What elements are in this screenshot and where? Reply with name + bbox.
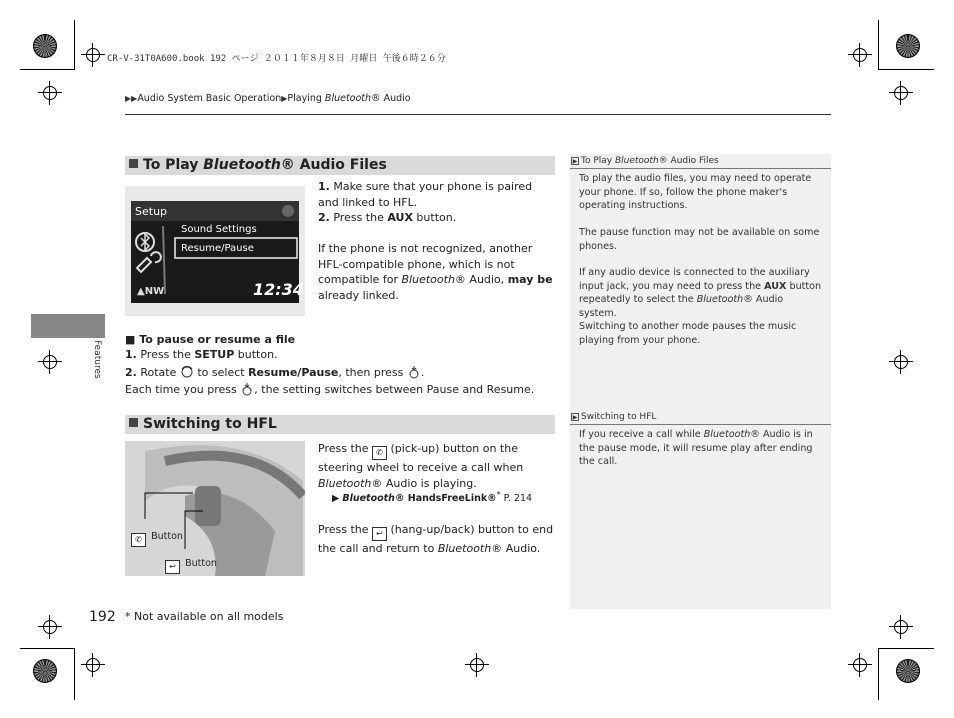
step-text: button. xyxy=(412,211,457,224)
crosshair-mark-icon xyxy=(894,620,908,634)
crosshair-mark-icon xyxy=(470,658,484,672)
heading-text: Switching to HFL xyxy=(143,416,277,432)
crosshair-mark-icon xyxy=(86,48,100,62)
step-2 xyxy=(318,210,554,226)
phone-hangup-icon: ↩ xyxy=(165,560,180,574)
steering-wheel-figure xyxy=(125,441,305,576)
sub-step-2 xyxy=(125,365,424,381)
sub-step-1 xyxy=(125,347,278,363)
pickup-callout xyxy=(131,524,183,547)
sidebar-note-4: Switching to another mode pauses the music playing from your phone. xyxy=(579,321,797,346)
breadcrumb-arrow-icon: ▶ xyxy=(281,94,288,103)
header-rule xyxy=(125,114,831,115)
sub-heading-text: To pause or resume a file xyxy=(139,333,296,346)
cross-reference[interactable] xyxy=(332,487,532,507)
body-text: Press the xyxy=(318,442,372,455)
section-square-icon xyxy=(129,159,138,168)
note-marker-icon: ▶ xyxy=(572,414,578,421)
sidebar-heading-play-bluetooth xyxy=(571,156,719,166)
crosshair-mark-icon xyxy=(86,658,100,672)
crosshair-mark-icon xyxy=(894,355,908,369)
crop-mark xyxy=(878,69,934,70)
interface-dial-press-icon xyxy=(240,382,254,396)
crop-mark xyxy=(878,648,934,649)
footnote: * Not available on all models xyxy=(125,610,284,623)
step-text: , then press xyxy=(338,366,407,379)
step-text: Press the xyxy=(140,348,195,361)
step-text: SETUP xyxy=(194,348,235,361)
crosshair-mark-icon xyxy=(853,658,867,672)
heading-text: To Play xyxy=(143,157,204,173)
step-text: AUX xyxy=(387,211,413,224)
compass-text: NW xyxy=(144,286,165,297)
screen-menu-sound-settings: Sound Settings xyxy=(181,224,257,235)
crosshair-mark-icon xyxy=(43,355,57,369)
sidebar-rule xyxy=(570,424,831,425)
reference-arrow-icon: ▶ xyxy=(332,493,340,505)
chapter-tab[interactable] xyxy=(31,314,105,338)
phone-pickup-icon: ✆ xyxy=(131,533,146,547)
sidebar-text: If you receive a call while xyxy=(579,429,704,440)
crop-mark xyxy=(74,20,75,70)
phone-hangup-icon: ↩ xyxy=(372,527,387,541)
audio-display-figure xyxy=(125,186,305,316)
crosshair-mark-icon xyxy=(853,48,867,62)
sidebar-rule xyxy=(570,168,831,169)
body-text: ® Audio, xyxy=(454,273,508,286)
breadcrumb-part: ® Audio xyxy=(371,93,411,104)
step-text: Rotate xyxy=(140,366,180,379)
sub-heading-pause-resume xyxy=(125,332,295,348)
sidebar-text: Bluetooth xyxy=(703,429,751,440)
compat-note xyxy=(318,241,554,303)
registration-rosette-icon xyxy=(33,659,57,683)
step-number: 2. xyxy=(318,211,330,224)
print-header: CR-V-31T0A600.book 192 ページ ２０１１年８月８日 月曜日 午後６時２６分 xyxy=(107,54,446,64)
step-text: Make sure that your phone is paired and linked to HFL. xyxy=(318,180,533,209)
notes-sidebar xyxy=(570,154,831,609)
breadcrumb-part: Playing xyxy=(287,93,325,104)
screen-compass xyxy=(137,286,164,297)
body-text: , the setting switches between Pause and Resume. xyxy=(254,383,535,396)
toggle-note xyxy=(125,382,534,398)
crosshair-mark-icon xyxy=(43,620,57,634)
reference-page: P. 214 xyxy=(500,493,533,505)
sidebar-text: Bluetooth xyxy=(696,294,744,305)
crosshair-mark-icon xyxy=(894,86,908,100)
breadcrumb xyxy=(125,93,411,104)
step-text: Press the xyxy=(333,211,388,224)
body-text: If the phone is not recognized, another HFL-compatible phone, which is not compatible for xyxy=(318,242,533,286)
page-number: 192 xyxy=(89,609,116,625)
sidebar-heading-text: Bluetooth xyxy=(614,156,659,166)
callout-label: Button xyxy=(185,558,217,569)
step-text: to select xyxy=(193,366,249,379)
sidebar-text: button repeatedly to select the xyxy=(579,280,822,305)
sidebar-note-1: To play the audio files, you may need to operate your phone. If so, follow the phone maker's operating instructions. xyxy=(579,173,812,211)
body-text: ® Audio is playing. xyxy=(371,476,477,490)
note-marker-icon: ▶ xyxy=(572,158,578,165)
breadcrumb-part: Audio System Basic Operation xyxy=(137,93,282,104)
body-text: Press the xyxy=(318,523,372,536)
crop-mark xyxy=(20,648,74,649)
heading-text: ® Audio Files xyxy=(280,157,387,173)
body-text: Bluetooth xyxy=(401,273,455,286)
phone-pickup-icon: ✆ xyxy=(372,446,387,460)
sidebar-heading-text: Switching to HFL xyxy=(581,412,657,422)
breadcrumb-part: Bluetooth xyxy=(324,93,372,104)
registration-rosette-icon xyxy=(896,34,920,58)
square-bullet-icon: ■ xyxy=(125,333,136,346)
sidebar-heading-text: To Play xyxy=(581,156,615,166)
section-square-icon xyxy=(129,418,138,427)
body-text: Each time you press xyxy=(125,383,241,396)
reference-asterisk: * xyxy=(496,490,501,499)
sidebar-heading-text: ® Audio Files xyxy=(658,156,719,166)
screen-title: Setup xyxy=(135,205,168,218)
step-number: 2. xyxy=(125,366,137,379)
interface-dial-rotate-icon xyxy=(180,365,194,379)
body-text: already linked. xyxy=(318,288,399,302)
crosshair-mark-icon xyxy=(43,86,57,100)
heading-text: Bluetooth xyxy=(203,157,281,173)
step-number: 1. xyxy=(125,348,137,361)
sidebar-note-5 xyxy=(579,428,823,469)
step-number: 1. xyxy=(318,180,330,193)
crop-mark xyxy=(878,20,879,70)
reference-text: ® HandsFreeLink® xyxy=(394,493,497,505)
callout-label: Button xyxy=(151,531,183,542)
reference-text: Bluetooth xyxy=(342,493,395,505)
breadcrumb-arrow-icon: ▶▶ xyxy=(125,94,138,103)
body-text: (hang-up/back) button to end the call and return to xyxy=(318,523,554,555)
crop-mark xyxy=(878,648,879,700)
sidebar-text: ® Audio is in the pause mode, it will resume play after ending the call. xyxy=(579,429,813,467)
body-text: (pick-up) button on the steering wheel to receive a call when xyxy=(318,442,524,474)
interface-dial-press-icon xyxy=(407,365,421,379)
chapter-tab-label: Features xyxy=(92,340,102,379)
sidebar-note-2: The pause function may not be available on some phones. xyxy=(579,227,820,252)
step-text: button. xyxy=(234,348,278,361)
registration-rosette-icon xyxy=(33,34,57,58)
body-text: ® Audio. xyxy=(491,542,541,555)
sidebar-heading-switching-hfl xyxy=(571,412,656,422)
sidebar-text: ® Audio system. xyxy=(579,294,784,319)
step-text: . xyxy=(420,366,425,379)
crop-mark xyxy=(20,69,74,70)
body-text: Bluetooth xyxy=(437,542,492,555)
step-text: Resume/Pause xyxy=(248,366,339,379)
screen-menu-resume-pause: Resume/Pause xyxy=(181,243,254,254)
pickup-instruction xyxy=(318,441,554,491)
section-heading-switching-hfl xyxy=(125,415,555,434)
sidebar-note-3 xyxy=(579,266,823,320)
sidebar-text: AUX xyxy=(764,280,787,292)
compass-arrow-icon: ▲ xyxy=(137,286,145,297)
screen-clock: 12:34 xyxy=(253,280,304,299)
hangup-callout xyxy=(165,551,217,574)
body-text: Bluetooth xyxy=(318,476,372,490)
crop-mark xyxy=(74,648,75,700)
section-heading-play-bluetooth xyxy=(125,156,555,175)
step-1 xyxy=(318,179,554,210)
hangup-instruction xyxy=(318,522,554,557)
body-text: may be xyxy=(507,273,553,286)
sidebar-text: If any audio device is connected to the auxiliary input jack, you may need to press the xyxy=(579,267,810,292)
registration-rosette-icon xyxy=(896,659,920,683)
